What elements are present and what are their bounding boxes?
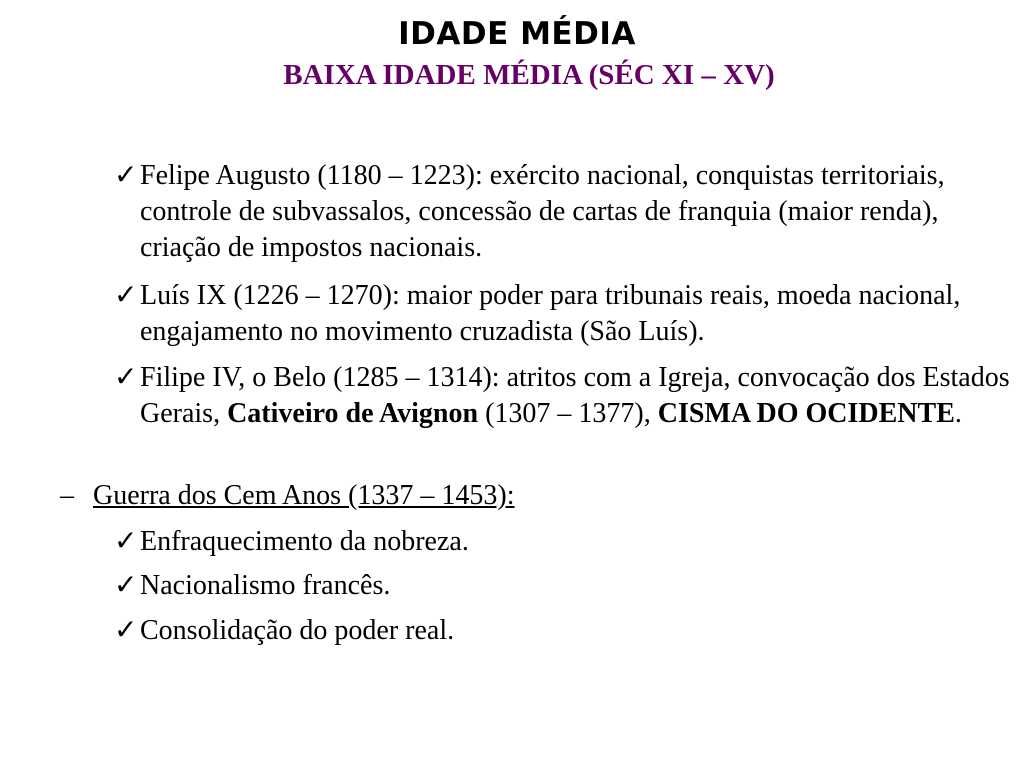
list-item-text: Enfraquecimento da nobreza. [140,526,469,557]
check-icon: ✓ [114,160,138,191]
list-item-filipe-iv [114,360,1019,432]
list-item-text: Nacionalismo francês. [140,570,391,601]
list-item-text: (1307 – 1377), [478,398,658,429]
list-item-text: Filipe IV, o Belo (1285 – 1314): atritos com a Igreja, convocação dos Estados Gerais, [140,362,1010,429]
list-item-text: . [954,398,962,429]
slide-subtitle: BAIXA IDADE MÉDIA (SÉC XI – XV) [283,59,775,91]
list-item-enfraquecimento [114,524,1019,560]
list-item-text: Felipe Augusto (1180 – 1223): exército nacional, conquistas territoriais, controle de subvassalos, concessão de cartas de franquia (maior renda), criação de impostos nacionais. [140,160,945,263]
dash-icon: – [60,480,74,511]
highlight-cisma: CISMA DO OCIDENTE [657,398,955,429]
list-item-text: Consolidação do poder real. [140,615,455,646]
highlight-cativeiro: Cativeiro de Avignon [227,398,479,429]
check-icon: ✓ [114,526,138,557]
check-icon: ✓ [114,615,138,646]
slide-title: IDADE MÉDIA [398,16,636,52]
check-icon: ✓ [114,362,138,393]
list-item-nacionalismo [114,568,1019,604]
list-item-text: Guerra dos Cem Anos (1337 – 1453): [93,480,515,511]
list-item-felipe-augusto [114,158,1019,266]
check-icon: ✓ [114,280,138,311]
list-item-text: Luís IX (1226 – 1270): maior poder para tribunais reais, moeda nacional, engajamento no movimento cruzadista (São Luís). [140,280,961,347]
list-item-guerra-cem-anos [60,478,960,514]
list-item-consolidacao [114,613,1019,649]
check-icon: ✓ [114,570,138,601]
list-item-luis-ix [114,278,1019,350]
